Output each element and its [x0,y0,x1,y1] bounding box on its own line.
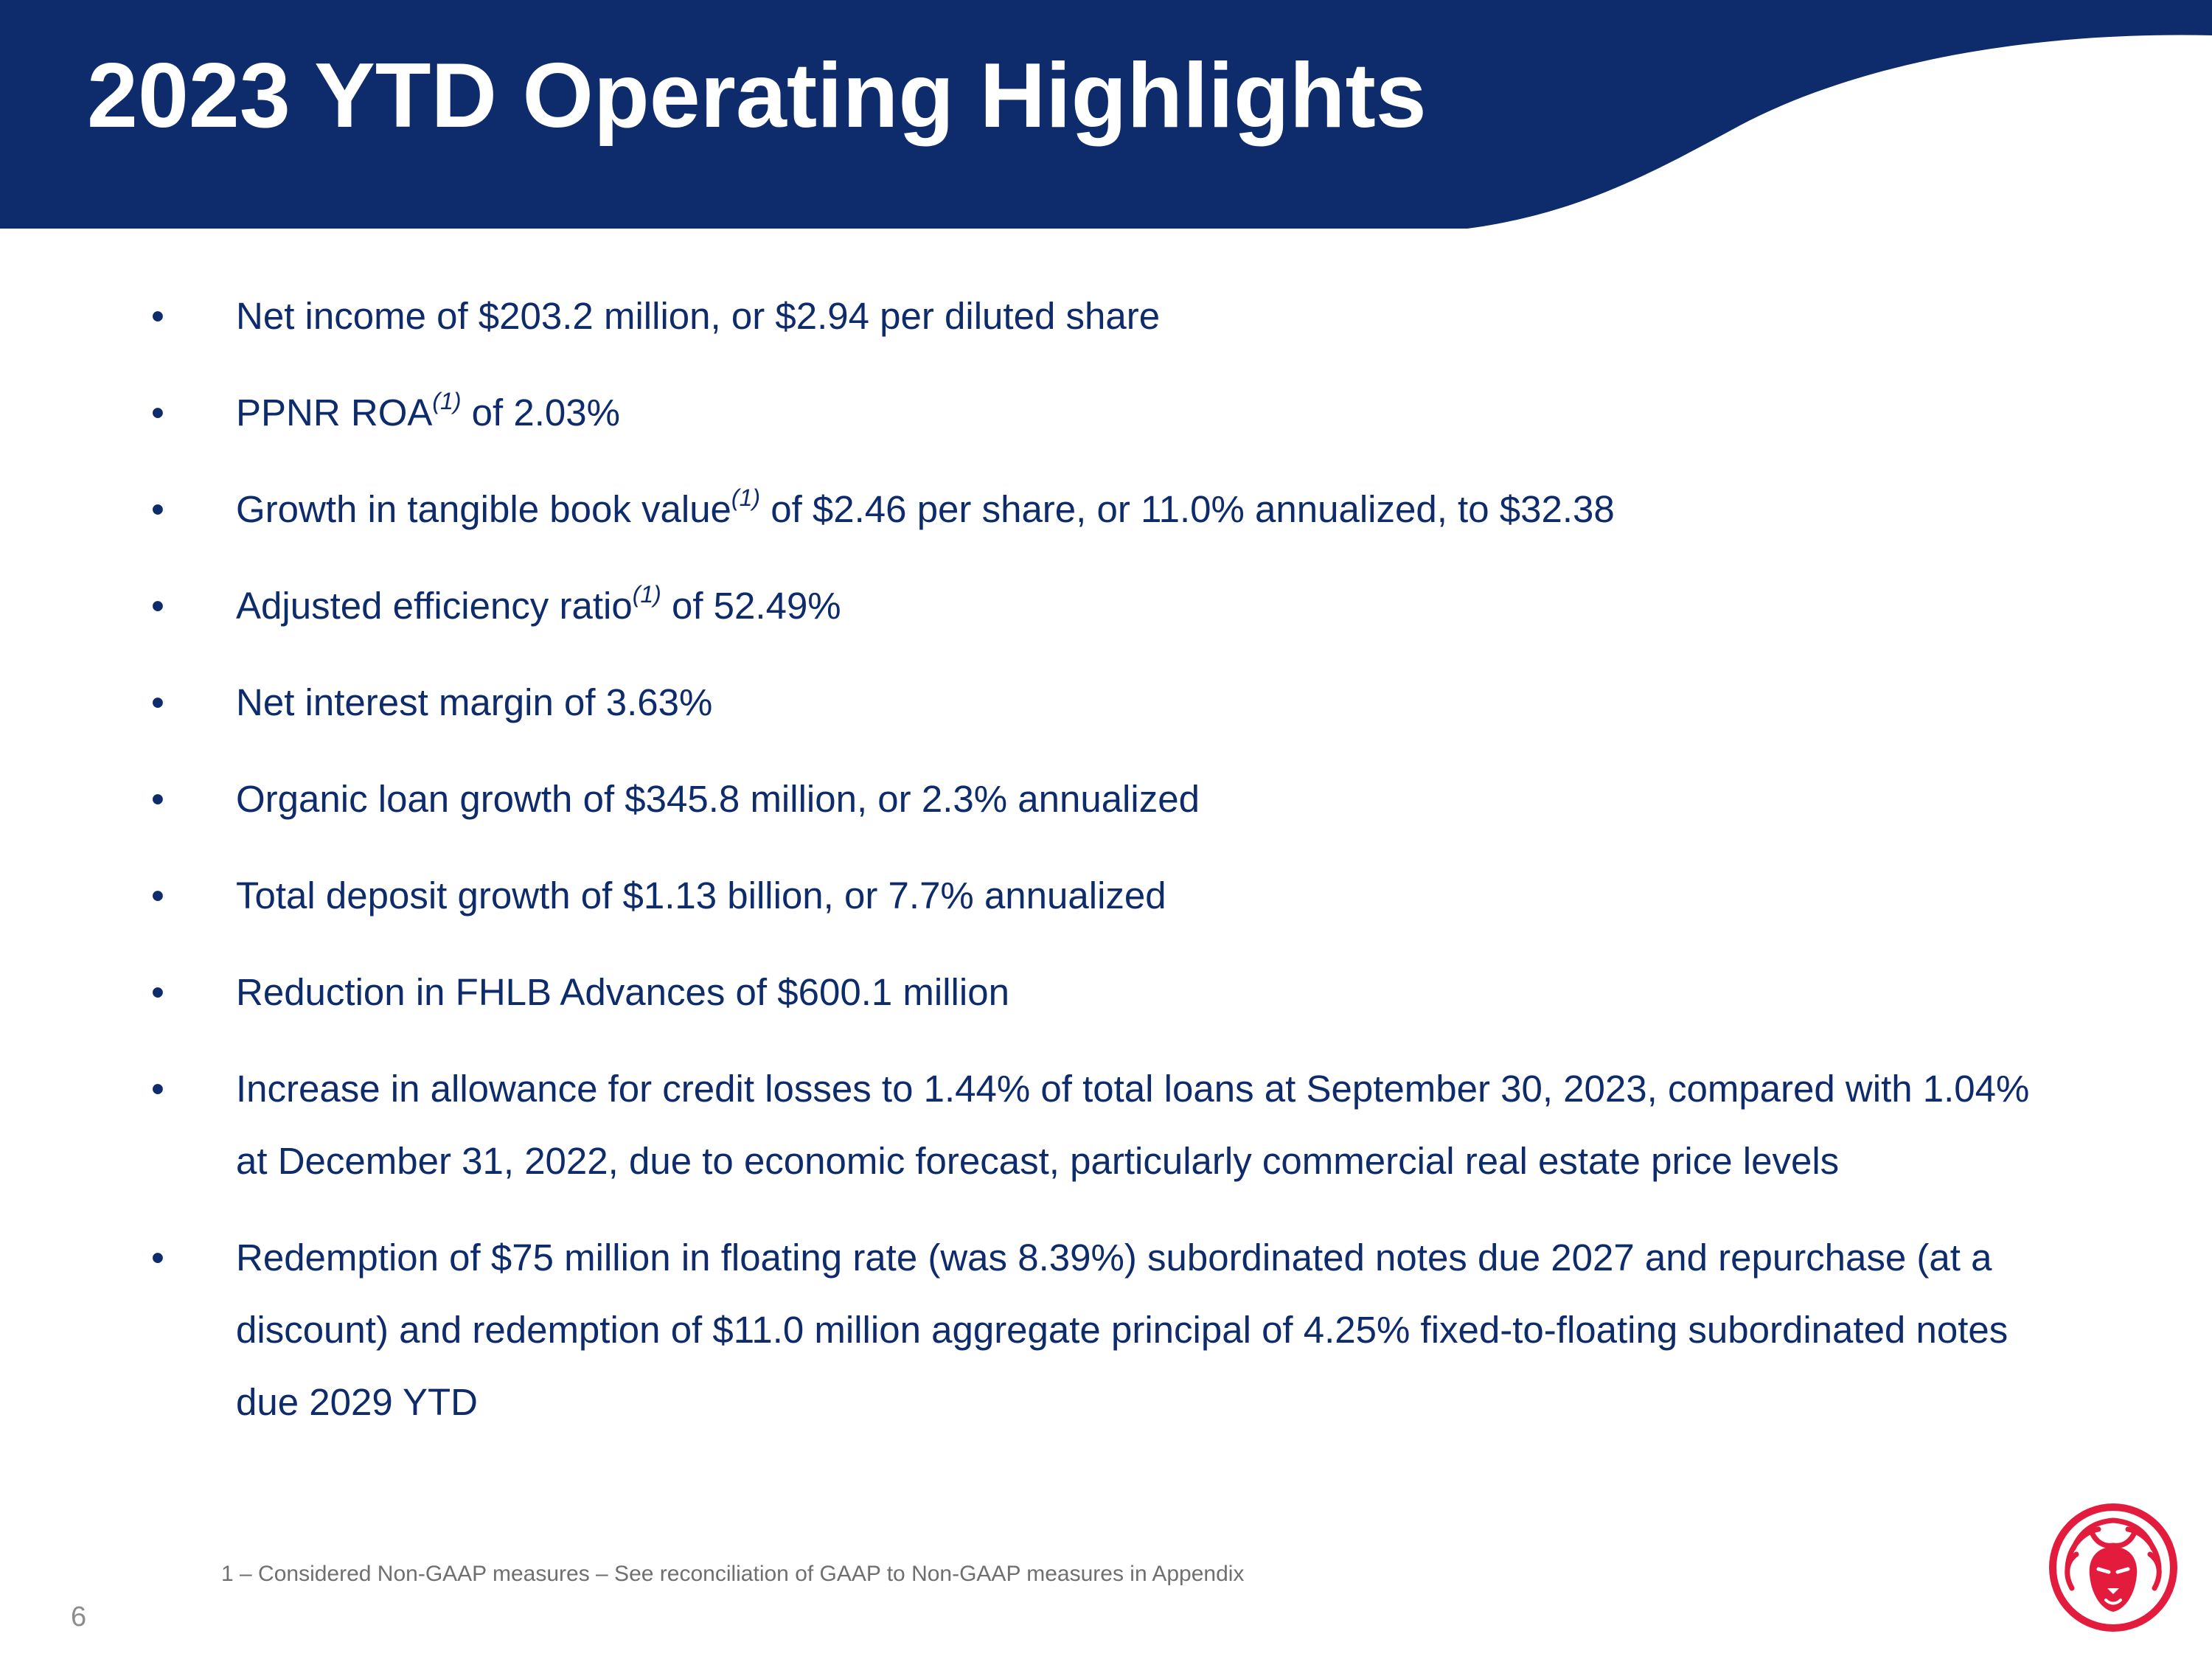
bullet-icon: • [151,488,164,530]
highlights-list [151,280,2039,1463]
bullet-icon: • [151,681,164,723]
bullet-icon: • [151,1237,164,1279]
bullet-text: Total deposit growth of $1.13 billion, or 7.7% annualized [236,874,1166,917]
list-item [151,377,2039,449]
bullet-text: Redemption of $75 million in floating rate (was 8.39%) subordinated notes due 2027 and repurchase (at a discount) and redemption of $11.0 million aggregate principal of 4.25% fixed-to-floating subordinated notes due 2029 YTD [236,1237,2008,1423]
bullet-icon: • [151,778,164,820]
bullet-text: Net interest margin of 3.63% [236,681,713,723]
list-item [151,860,2039,932]
footnote-marker: (1) [432,388,462,414]
bullet-text: PPNR ROA$^{(1)}$ of 2.03% [236,388,620,434]
list-item [151,280,2039,352]
bullet-icon: • [151,874,164,917]
bullet-icon: • [151,295,164,337]
bullet-text: Increase in allowance for credit losses to 1.44% of total loans at September 30, 2023, compared with 1.04% at December 31, 2022, due to economic forecast, particularly commercial real estate price levels [236,1068,2030,1182]
bullet-icon: • [151,392,164,434]
bullet-text: Reduction in FHLB Advances of $600.1 million [236,971,1009,1013]
page-title: 2023 YTD Operating Highlights [87,45,1427,147]
footnote: 1 – Considered Non-GAAP measures – See reconciliation of GAAP to Non-GAAP measures in Appendix [221,1562,1245,1586]
list-item [151,473,2039,546]
list-item [151,956,2039,1029]
bullet-icon: • [151,585,164,627]
list-item [151,570,2039,642]
footnote-marker: (1) [632,581,661,608]
list-item [151,763,2039,835]
list-item [151,1222,2039,1439]
lion-head-icon [2047,1501,2180,1634]
bullet-text: Growth in tangible book value$^{(1)}$ of $2.46 per share, or 11.0% annualized, to $32.38 [236,484,1615,530]
bullet-icon: • [151,1068,164,1110]
bullet-text: Net income of $203.2 million, or $2.94 per diluted share [236,295,1161,337]
list-item [151,667,2039,739]
bullet-text: Organic loan growth of $345.8 million, or 2.3% annualized [236,778,1200,820]
list-item [151,1053,2039,1197]
page-number: 6 [71,1601,87,1632]
footnote-marker: (1) [731,484,761,511]
bullet-icon: • [151,971,164,1013]
bullet-text: Adjusted efficiency ratio$^{(1)}$ of 52.49% [236,581,841,627]
